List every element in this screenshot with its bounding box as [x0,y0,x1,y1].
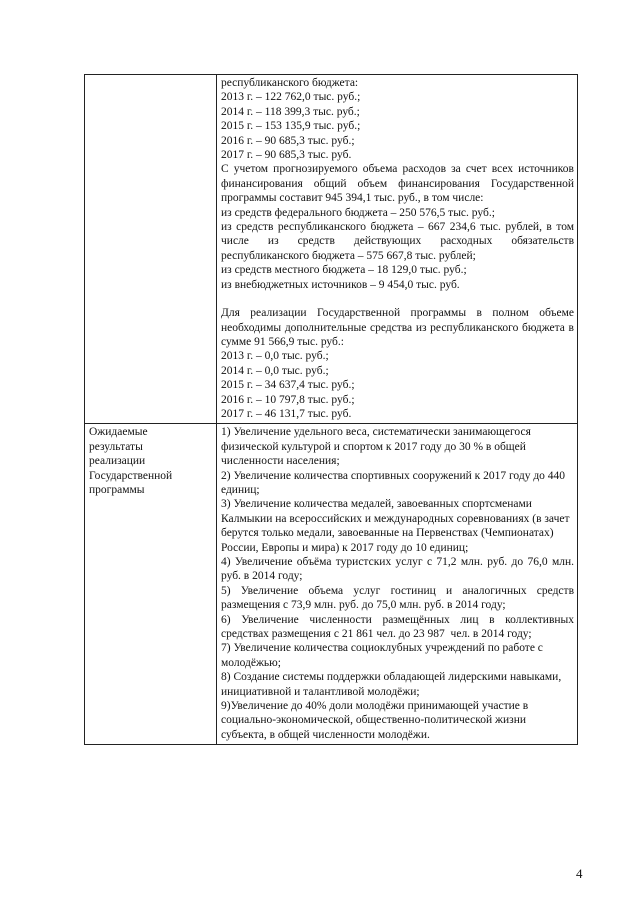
results-label-line: результаты [89,440,143,453]
results-row [85,424,578,745]
additional-funding-line: 2016 г. – 10 797,8 тыс. руб.; [221,393,355,406]
funding-line: 2017 г. – 90 685,3 тыс. руб. [221,149,352,162]
results-label-line: программы [89,483,145,496]
funding-line: из внебюджетных источников – 9 454,0 тыс. руб. [221,278,460,291]
funding-line: 2013 г. – 122 762,0 тыс. руб.; [221,91,361,104]
result-item: 6) Увеличение численности размещённых лиц в коллективных средствах размещения с 21 861 чел. до 23 987 чел. в 2014 году; [221,613,577,641]
paragraph-spacer [221,292,574,306]
additional-funding-line: 2015 г. – 34 637,4 тыс. руб.; [221,379,355,392]
result-item: 2) Увеличение количества спортивных сооружений к 2017 году до 440 единиц; [221,469,568,496]
funding-line: 2014 г. – 118 399,3 тыс. руб.; [221,105,360,118]
results-label-line: Государственной [89,469,173,482]
result-item: 5) Увеличение объема услуг гостиниц и аналогичных средств размещения с 73,9 млн. руб. до 75,0 млн. руб. в 2014 году; [221,584,577,612]
funding-label-cell [85,75,217,424]
funding-line: 2015 г. – 153 135,9 тыс. руб.; [221,120,361,133]
page-number: 4 [576,866,583,881]
result-item: 7) Увеличение количества социоклубных учреждений по работе с молодёжью; [221,642,546,669]
additional-funding-line: 2017 г. – 46 131,7 тыс. руб. [221,407,352,420]
funding-line: из средств федерального бюджета – 250 576,5 тыс. руб.; [221,206,495,219]
result-item: 8) Создание системы поддержки обладающей лидерскими навыками, инициативной и талантливой молодёжи; [221,671,565,698]
results-label-cell [85,424,217,745]
program-passport-table [84,74,578,745]
funding-line: 2016 г. – 90 685,3 тыс. руб.; [221,134,355,147]
results-label-line: Ожидаемые [89,426,148,439]
additional-funding-line: 2013 г. – 0,0 тыс. руб.; [221,350,329,363]
additional-funding-paragraph: Для реализации Государственной программы в полном объеме необходимы дополнительные средства из республиканского бюджета в сумме 91 566,9 тыс. руб.: [221,307,577,348]
additional-funding-line: 2014 г. – 0,0 тыс. руб.; [221,364,329,377]
result-item: 1) Увеличение удельного веса, систематически занимающегося физической культурой и спортом к 2017 году до 30 % в общей численности населения; [221,426,534,468]
funding-line: из средств местного бюджета – 18 129,0 тыс. руб.; [221,264,467,277]
results-label-line: реализации [89,455,146,468]
funding-line: республиканского бюджета: [221,77,359,89]
result-item: 3) Увеличение количества медалей, завоеванных спортсменами Калмыкии на всероссийских и международных соревнованиях (в зачет берутся только медали, завоеванные на Первенствах (Чемпионатах) России, Европы и мира) к 2017 году до 10 единиц; [221,498,573,554]
funding-line: из средств республиканского бюджета – 667 234,6 тыс. рублей, в том числе из средств действующих расходных обязательств республиканского бюджета – 575 667,8 тыс. рублей; [221,221,577,262]
funding-total-paragraph: С учетом прогнозируемого объема расходов за счет всех источников финансирования общий объем финансирования Государственной программы составит 945 394,1 тыс. руб., в том числе: [221,163,577,205]
result-item: 4) Увеличение объёма туристских услуг с 71,2 млн. руб. до 76,0 млн. руб. в 2014 году; [221,556,577,583]
funding-row [85,75,578,424]
funding-content-cell [217,75,578,424]
results-content-cell [217,424,578,745]
result-item: 9)Увеличение до 40% доли молодёжи принимающей участие в социально-экономической, общественно-политической жизни субъекта, в общей численности молодёжи. [221,700,532,741]
